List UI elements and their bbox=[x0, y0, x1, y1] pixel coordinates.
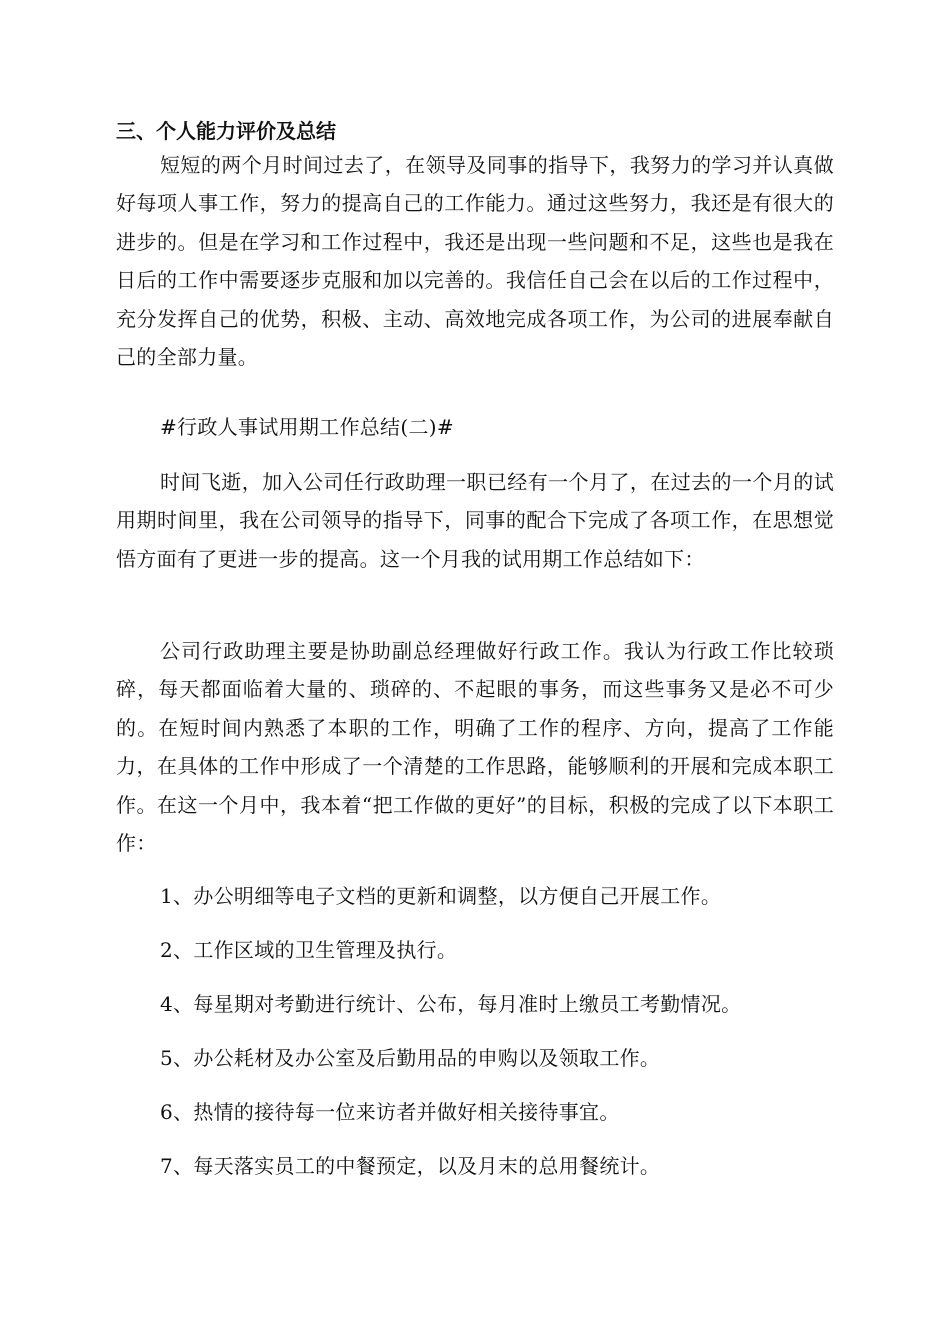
intro-paragraph: 时间飞逝，加入公司任行政助理一职已经有一个月了，在过去的一个月的试用期时间里，我在公司领导的指导下，同事的配合下完成了各项工作，在思想觉悟方面有了更进一步的提高。这一个月我的试用期工作总结如下： bbox=[116, 470, 834, 571]
list-item: 6、热情的接待每一位来访者并做好相关接待事宜。 bbox=[160, 1100, 620, 1124]
duties-paragraph: 公司行政助理主要是协助副总经理做好行政工作。我认为行政工作比较琐碎，每天都面临着大量的、琐碎的、不起眼的事务，而这些事务又是必不可少的。在短时间内熟悉了本职的工作，明确了工作的程序、方向，提高了工作能力，在具体的工作中形成了一个清楚的工作思路，能够顺利的开展和完成本职工作。在这一个月中，我本着“把工作做的更好”的目标，积极的完成了以下本职工作： bbox=[116, 639, 834, 856]
document-subtitle: #行政人事试用期工作总结(二)# bbox=[160, 415, 454, 439]
list-item: 1、办公明细等电子文档的更新和调整，以方便自己开展工作。 bbox=[160, 884, 722, 908]
list-item: 2、工作区域的卫生管理及执行。 bbox=[160, 938, 458, 962]
list-item: 5、办公耗材及办公室及后勤用品的申购以及领取工作。 bbox=[160, 1046, 661, 1070]
section-heading: 三、个人能力评价及总结 bbox=[116, 119, 336, 143]
summary-paragraph: 短短的两个月时间过去了，在领导及同事的指导下，我努力的学习并认真做好每项人事工作，努力的提高自己的工作能力。通过这些努力，我还是有很大的进步的。但是在学习和工作过程中，我还是出现一些问题和不足，这些也是我在日后的工作中需要逐步克服和加以完善的。我信任自己会在以后的工作过程中，充分发挥自己的优势，积极、主动、高效地完成各项工作，为公司的进展奉献自己的全部力量。 bbox=[116, 153, 834, 370]
list-item: 7、每天落实员工的中餐预定，以及月末的总用餐统计。 bbox=[160, 1154, 661, 1178]
list-item: 4、每星期对考勤进行统计、公布，每月准时上缴员工考勤情况。 bbox=[160, 992, 742, 1016]
